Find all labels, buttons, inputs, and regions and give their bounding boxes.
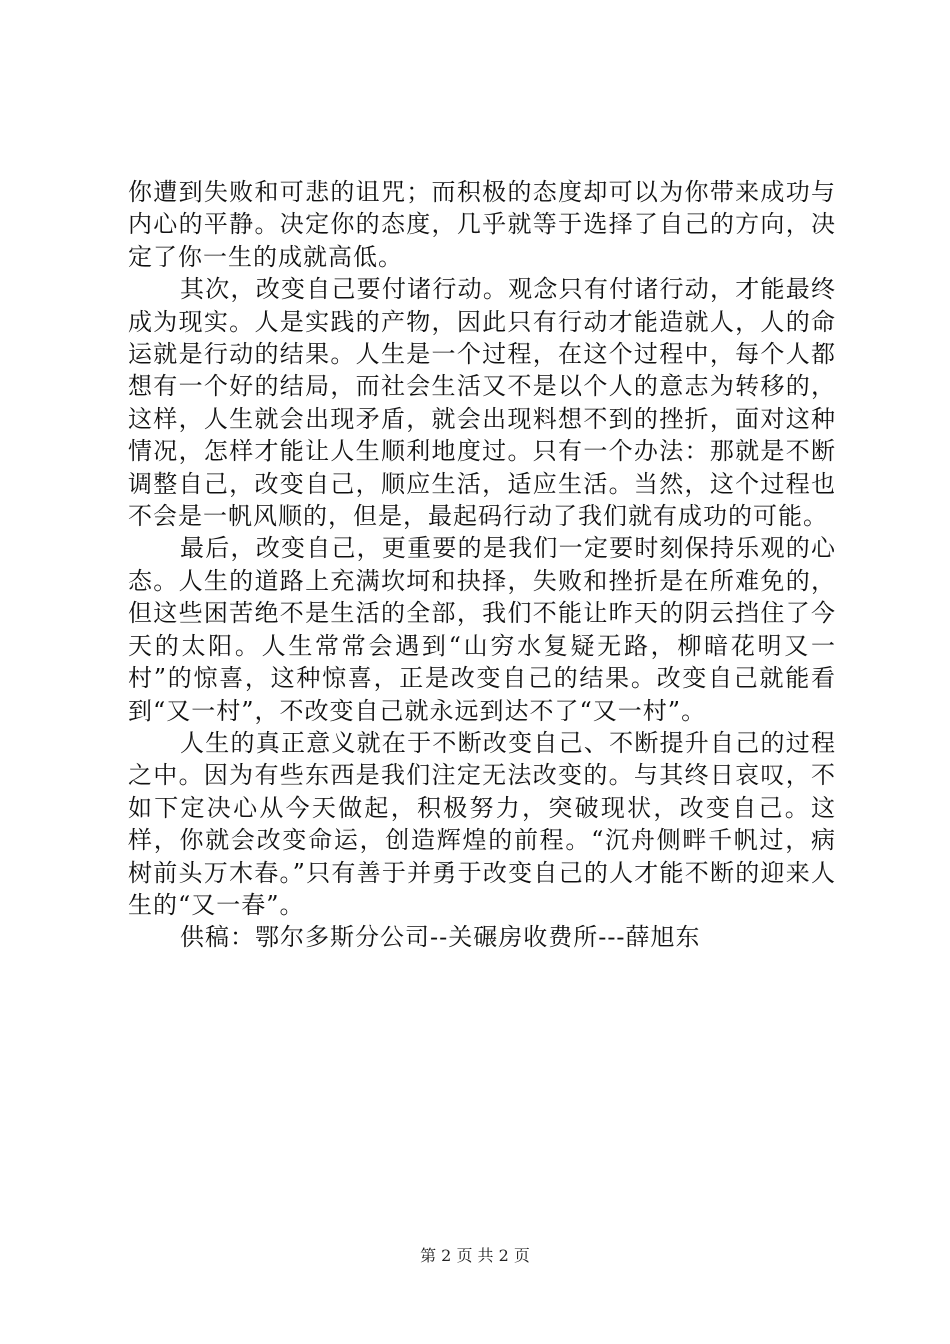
page-number-footer: 第 2 页 共 2 页 bbox=[420, 1246, 530, 1265]
paragraph-action: 其次，改变自己要付诸行动。观念只有付诸行动，才能最终成为现实。人是实践的产物，因此只有行动才能造就人，人的命运就是行动的结果。人生是一个过程，在这个过程中，每个人都想有一个好的结局，而社会生活又不是以个人的意志为转移的，这样，人生就会出现矛盾，就会出现料想不到的挫折，面对这种情况，怎样才能让人生顺利地度过。只有一个办法：那就是不断调整自己，改变自己，顺应生活，适应生活。当然，这个过程也不会是一帆风顺的，但是，最起码行动了我们就有成功的可能。 bbox=[128, 275, 836, 531]
document-body bbox=[128, 176, 836, 954]
paragraph-optimism: 最后，改变自己，更重要的是我们一定要时刻保持乐观的心态。人生的道路上充满坎坷和抉择，失败和挫折是在所难免的，但这些困苦绝不是生活的全部，我们不能让昨天的阴云挡住了今天的太阳。人生常常会遇到“山穷水复疑无路，柳暗花明又一村”的惊喜，这种惊喜，正是改变自己的结果。改变自己就能看到“又一村”，不改变自己就永远到达不了“又一村”。 bbox=[128, 534, 836, 725]
paragraph-continuation: 你遭到失败和可悲的诅咒；而积极的态度却可以为你带来成功与内心的平静。决定你的态度，几乎就等于选择了自己的方向，决定了你一生的成就高低。 bbox=[128, 178, 836, 271]
contributor-credit: 供稿：鄂尔多斯分公司--关碾房收费所---薛旭东 bbox=[180, 923, 701, 952]
paragraph-meaning-of-life: 人生的真正意义就在于不断改变自己、不断提升自己的过程之中。因为有些东西是我们注定无法改变的。与其终日哀叹，不如下定决心从今天做起，积极努力，突破现状，改变自己。这样，你就会改变命运，创造辉煌的前程。“沉舟侧畔千帆过，病树前头万木春。”只有善于并勇于改变自己的人才能不断的迎来人生的“又一春”。 bbox=[128, 728, 836, 919]
